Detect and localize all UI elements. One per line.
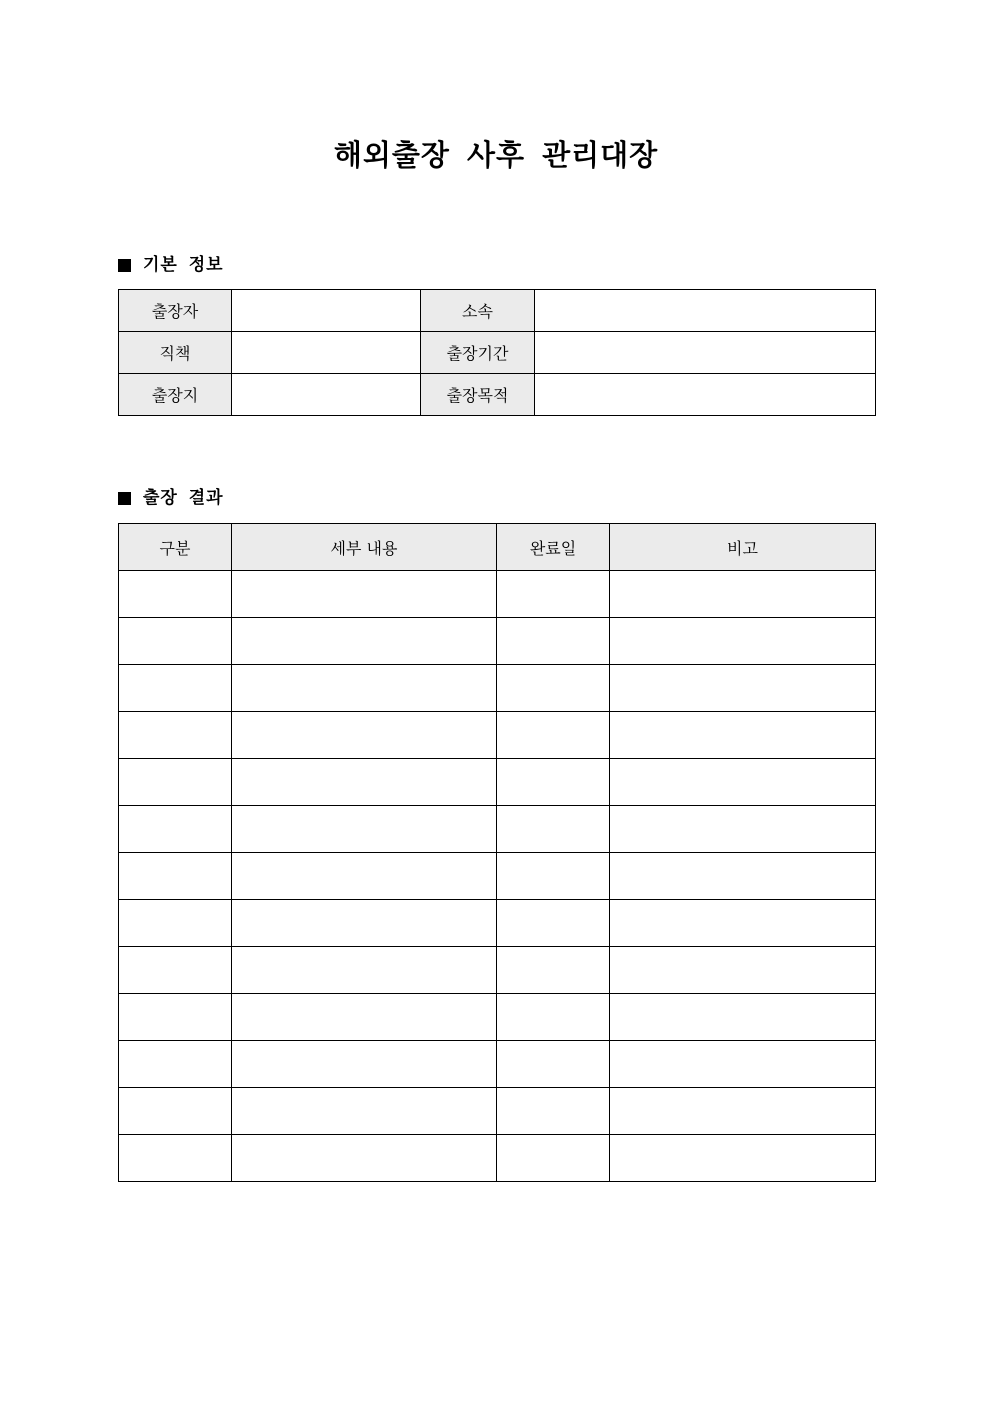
column-header: 완료일 — [497, 524, 610, 571]
results-header-row — [119, 524, 876, 571]
table-cell[interactable] — [497, 618, 610, 665]
table-cell[interactable] — [610, 900, 876, 947]
table-row — [119, 665, 876, 712]
table-cell[interactable] — [497, 994, 610, 1041]
table-row — [119, 806, 876, 853]
field-value[interactable] — [535, 374, 876, 416]
basic-info-heading-text: 기본 정보 — [143, 255, 224, 275]
table-cell[interactable] — [119, 712, 232, 759]
table-cell[interactable] — [119, 994, 232, 1041]
table-cell[interactable] — [610, 571, 876, 618]
field-value[interactable] — [232, 290, 421, 332]
square-bullet-icon — [118, 492, 131, 505]
table-cell[interactable] — [232, 571, 497, 618]
table-cell[interactable] — [610, 759, 876, 806]
field-label: 출장기간 — [421, 332, 535, 374]
table-cell[interactable] — [232, 665, 497, 712]
basic-info-row — [119, 290, 876, 332]
table-row — [119, 618, 876, 665]
table-cell[interactable] — [232, 712, 497, 759]
field-label: 소속 — [421, 290, 535, 332]
table-cell[interactable] — [119, 900, 232, 947]
table-cell[interactable] — [119, 947, 232, 994]
results-heading-text: 출장 결과 — [143, 488, 224, 508]
square-bullet-icon — [118, 259, 131, 272]
table-cell[interactable] — [610, 1088, 876, 1135]
table-cell[interactable] — [497, 1041, 610, 1088]
table-cell[interactable] — [119, 665, 232, 712]
table-cell[interactable] — [497, 712, 610, 759]
table-cell[interactable] — [610, 994, 876, 1041]
table-cell[interactable] — [119, 571, 232, 618]
table-cell[interactable] — [232, 994, 497, 1041]
table-cell[interactable] — [119, 806, 232, 853]
table-row — [119, 947, 876, 994]
basic-info-row — [119, 374, 876, 416]
table-cell[interactable] — [497, 1135, 610, 1182]
table-row — [119, 1088, 876, 1135]
table-cell[interactable] — [497, 806, 610, 853]
field-value[interactable] — [535, 332, 876, 374]
field-label: 출장목적 — [421, 374, 535, 416]
table-row — [119, 712, 876, 759]
table-cell[interactable] — [232, 853, 497, 900]
table-cell[interactable] — [119, 1135, 232, 1182]
table-row — [119, 571, 876, 618]
table-cell[interactable] — [497, 853, 610, 900]
basic-info-table — [118, 289, 876, 416]
table-row — [119, 1135, 876, 1182]
results-table — [118, 523, 876, 1182]
table-cell[interactable] — [610, 712, 876, 759]
table-cell[interactable] — [232, 1041, 497, 1088]
table-cell[interactable] — [232, 1088, 497, 1135]
table-cell[interactable] — [232, 900, 497, 947]
table-cell[interactable] — [610, 618, 876, 665]
table-cell[interactable] — [497, 1088, 610, 1135]
field-label: 출장자 — [119, 290, 232, 332]
table-cell[interactable] — [232, 947, 497, 994]
table-cell[interactable] — [610, 1135, 876, 1182]
table-cell[interactable] — [497, 947, 610, 994]
table-cell[interactable] — [610, 853, 876, 900]
table-cell[interactable] — [497, 900, 610, 947]
table-cell[interactable] — [497, 759, 610, 806]
table-cell[interactable] — [610, 1041, 876, 1088]
table-row — [119, 900, 876, 947]
table-cell[interactable] — [610, 947, 876, 994]
table-cell[interactable] — [119, 853, 232, 900]
basic-info-heading — [118, 254, 224, 276]
table-row — [119, 1041, 876, 1088]
table-cell[interactable] — [232, 759, 497, 806]
results-heading — [118, 487, 224, 509]
table-cell[interactable] — [232, 1135, 497, 1182]
table-cell[interactable] — [119, 1088, 232, 1135]
table-cell[interactable] — [119, 618, 232, 665]
field-value[interactable] — [232, 332, 421, 374]
table-row — [119, 853, 876, 900]
table-cell[interactable] — [497, 665, 610, 712]
field-label: 출장지 — [119, 374, 232, 416]
table-cell[interactable] — [119, 1041, 232, 1088]
field-label: 직책 — [119, 332, 232, 374]
table-row — [119, 759, 876, 806]
table-cell[interactable] — [610, 806, 876, 853]
table-row — [119, 994, 876, 1041]
table-cell[interactable] — [232, 806, 497, 853]
field-value[interactable] — [232, 374, 421, 416]
basic-info-row — [119, 332, 876, 374]
column-header: 구분 — [119, 524, 232, 571]
table-cell[interactable] — [119, 759, 232, 806]
column-header: 비고 — [610, 524, 876, 571]
table-cell[interactable] — [497, 571, 610, 618]
table-cell[interactable] — [610, 665, 876, 712]
field-value[interactable] — [535, 290, 876, 332]
column-header: 세부 내용 — [232, 524, 497, 571]
page-title: 해외출장 사후 관리대장 — [333, 138, 659, 172]
table-cell[interactable] — [232, 618, 497, 665]
